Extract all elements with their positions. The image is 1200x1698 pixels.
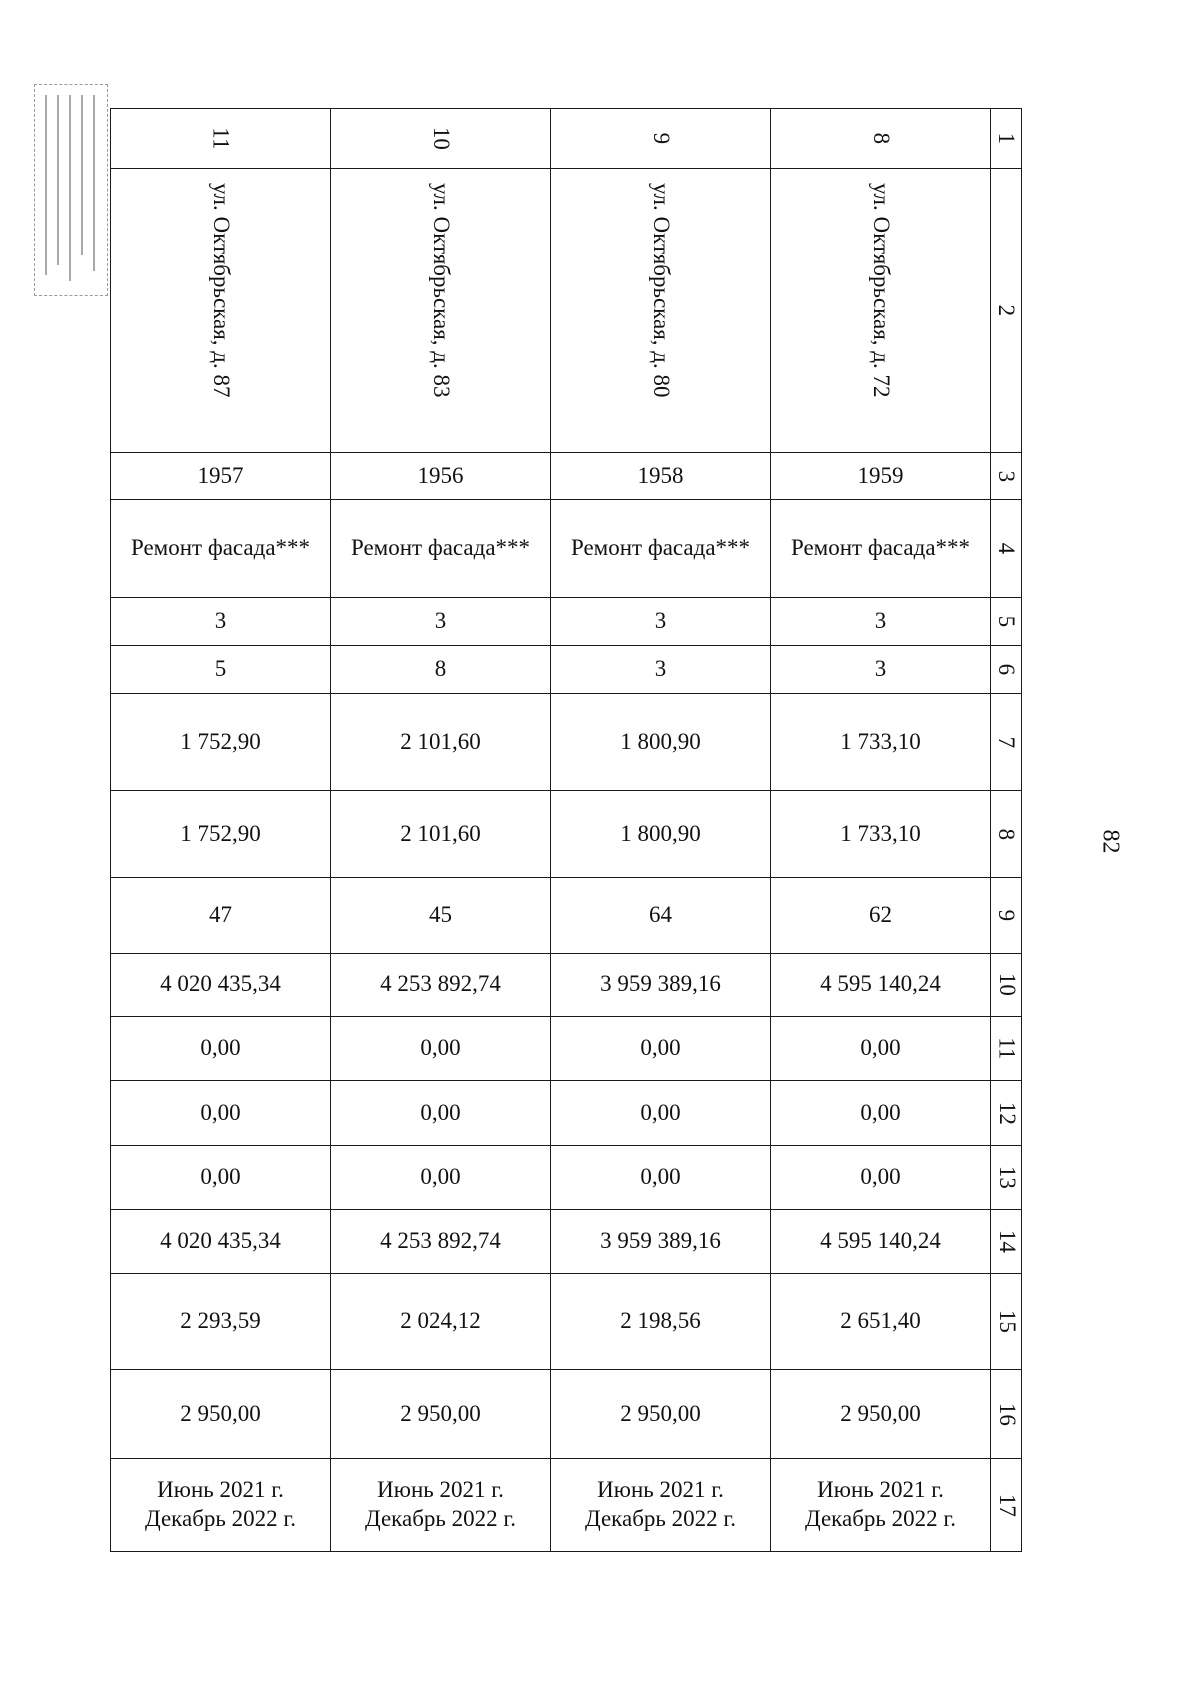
- period-start: Июнь 2021 г.: [597, 1477, 724, 1503]
- cell-value: 47: [111, 878, 331, 953]
- table-row: [111, 1016, 1022, 1080]
- table-row: [111, 452, 1022, 499]
- cell-value: 0,00: [551, 1081, 771, 1145]
- column-number: 15: [991, 1274, 1022, 1370]
- cell-period: [551, 1459, 771, 1552]
- table-row: [111, 953, 1022, 1016]
- cell-value: 0,00: [771, 1145, 991, 1209]
- cell-address: ул. Октябрьская, д. 83: [331, 169, 551, 453]
- cell-number: 10: [331, 109, 551, 169]
- table-row: [111, 1369, 1022, 1458]
- cell-value: 4 253 892,74: [331, 1210, 551, 1274]
- cell-value: 0,00: [111, 1016, 331, 1080]
- cell-period: [771, 1459, 991, 1552]
- cell-value: 4 253 892,74: [331, 953, 551, 1016]
- column-number: 11: [991, 1016, 1022, 1080]
- column-number: 6: [991, 645, 1022, 693]
- cell-value: 1 752,90: [111, 694, 331, 791]
- cell-value: 0,00: [111, 1081, 331, 1145]
- cell-value: 0,00: [111, 1145, 331, 1209]
- cell-work: Ремонт фасада***: [771, 500, 991, 598]
- cell-value: 2 950,00: [551, 1369, 771, 1458]
- cell-value: 2 950,00: [111, 1369, 331, 1458]
- table-row: [111, 597, 1022, 645]
- cell-value: 3 959 389,16: [551, 1210, 771, 1274]
- cell-period: [331, 1459, 551, 1552]
- cell-value: 2 950,00: [771, 1369, 991, 1458]
- column-number: 3: [991, 452, 1022, 499]
- column-number: 8: [991, 790, 1022, 877]
- column-number: 12: [991, 1081, 1022, 1145]
- period-start: Июнь 2021 г.: [377, 1477, 504, 1503]
- period-end: Декабрь 2022 г.: [365, 1506, 516, 1532]
- cell-number: 9: [551, 109, 771, 169]
- table-row: [111, 1145, 1022, 1209]
- cell-number: 8: [771, 109, 991, 169]
- cell-value: 4 020 435,34: [111, 1210, 331, 1274]
- cell-value: 4 595 140,24: [771, 1210, 991, 1274]
- cell-value: 3: [111, 597, 331, 645]
- cell-value: 5: [111, 645, 331, 693]
- cell-value: 64: [551, 878, 771, 953]
- cell-value: 2 293,59: [111, 1274, 331, 1370]
- cell-value: 3: [551, 645, 771, 693]
- cell-value: 2 101,60: [331, 790, 551, 877]
- cell-value: 0,00: [331, 1016, 551, 1080]
- cell-value: 2 198,56: [551, 1274, 771, 1370]
- cell-value: 3: [771, 645, 991, 693]
- period-start: Июнь 2021 г.: [817, 1477, 944, 1503]
- cell-value: 2 101,60: [331, 694, 551, 791]
- column-number: 1: [991, 109, 1022, 169]
- cell-value: 2 024,12: [331, 1274, 551, 1370]
- table-row: [111, 645, 1022, 693]
- page-number: 82: [1097, 829, 1124, 854]
- cell-value: 4 595 140,24: [771, 953, 991, 1016]
- cell-value: 0,00: [551, 1016, 771, 1080]
- table-row: [111, 109, 1022, 169]
- period-end: Декабрь 2022 г.: [805, 1506, 956, 1532]
- cell-value: 1 800,90: [551, 790, 771, 877]
- cell-value: 3: [331, 597, 551, 645]
- cell-value: 3: [771, 597, 991, 645]
- column-number: 9: [991, 878, 1022, 953]
- table-row: [111, 500, 1022, 598]
- column-number: 7: [991, 694, 1022, 791]
- cell-value: 0,00: [771, 1016, 991, 1080]
- data-table: [110, 108, 1022, 1552]
- column-number: 16: [991, 1369, 1022, 1458]
- cell-work: Ремонт фасада***: [331, 500, 551, 598]
- table-row: [111, 694, 1022, 791]
- period-start: Июнь 2021 г.: [157, 1477, 284, 1503]
- table-row: [111, 1081, 1022, 1145]
- column-number: 2: [991, 169, 1022, 453]
- cell-value: 62: [771, 878, 991, 953]
- cell-value: 0,00: [771, 1081, 991, 1145]
- cell-value: 1 752,90: [111, 790, 331, 877]
- table-row: [111, 169, 1022, 453]
- cell-year: 1959: [771, 452, 991, 499]
- cell-value: 8: [331, 645, 551, 693]
- column-number: 4: [991, 500, 1022, 598]
- cell-value: 2 950,00: [331, 1369, 551, 1458]
- column-number: 14: [991, 1210, 1022, 1274]
- column-number: 5: [991, 597, 1022, 645]
- cell-year: 1957: [111, 452, 331, 499]
- cell-year: 1956: [331, 452, 551, 499]
- column-number: 13: [991, 1145, 1022, 1209]
- column-number: 17: [991, 1459, 1022, 1552]
- period-end: Декабрь 2022 г.: [145, 1506, 296, 1532]
- cell-value: 1 800,90: [551, 694, 771, 791]
- cell-value: 0,00: [331, 1081, 551, 1145]
- cell-year: 1958: [551, 452, 771, 499]
- cell-value: 3: [551, 597, 771, 645]
- cell-address: ул. Октябрьская, д. 72: [771, 169, 991, 453]
- cell-address: ул. Октябрьская, д. 80: [551, 169, 771, 453]
- cell-value: 0,00: [331, 1145, 551, 1209]
- cell-number: 11: [111, 109, 331, 169]
- faint-stamp: [34, 84, 108, 296]
- table-row: [111, 1459, 1022, 1552]
- table-row: [111, 878, 1022, 953]
- cell-period: [111, 1459, 331, 1552]
- table-row: [111, 1210, 1022, 1274]
- cell-value: 3 959 389,16: [551, 953, 771, 1016]
- cell-value: 1 733,10: [771, 694, 991, 791]
- table-row: [111, 790, 1022, 877]
- column-number: 10: [991, 953, 1022, 1016]
- table-row: [111, 1274, 1022, 1370]
- cell-value: 0,00: [551, 1145, 771, 1209]
- cell-value: 4 020 435,34: [111, 953, 331, 1016]
- cell-address: ул. Октябрьская, д. 87: [111, 169, 331, 453]
- cell-value: 45: [331, 878, 551, 953]
- cell-value: 1 733,10: [771, 790, 991, 877]
- cell-work: Ремонт фасада***: [111, 500, 331, 598]
- cell-work: Ремонт фасада***: [551, 500, 771, 598]
- period-end: Декабрь 2022 г.: [585, 1506, 736, 1532]
- cell-value: 2 651,40: [771, 1274, 991, 1370]
